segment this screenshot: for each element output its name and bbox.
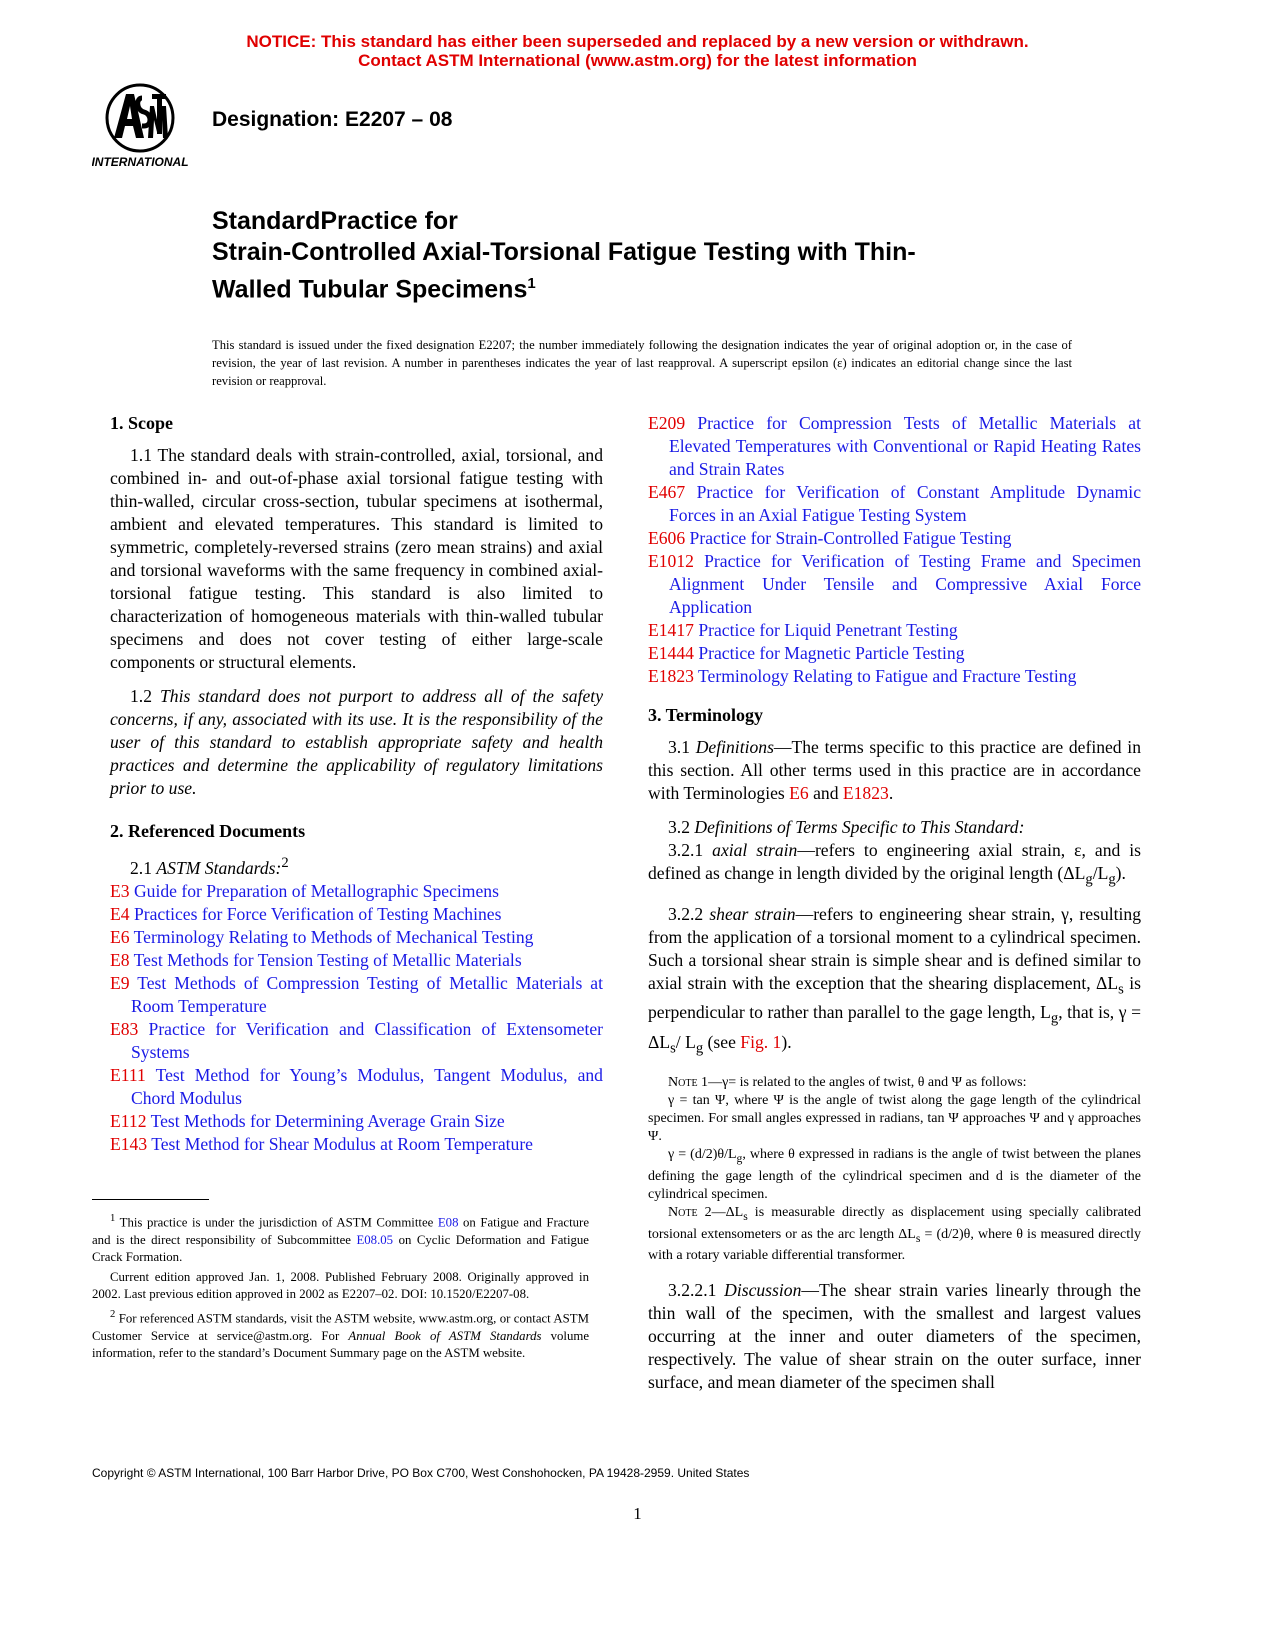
note-2-text-c: = (d/2)θ, where θ is measured directly with a rotary variable differential transformer. (648, 1226, 1141, 1264)
t321-sub-1: g (1085, 871, 1093, 888)
reference-title[interactable]: Test Methods of Compression Testing of Metallic Materials at Room Temperature (131, 972, 603, 1016)
t31-text: —The terms specific to this practice are defined in this section. All other terms used in this practice are in accordance with Terminologies (648, 737, 1141, 803)
reference-title[interactable]: Test Method for Shear Modulus at Room Temperature (151, 1133, 533, 1154)
footnotes (92, 1210, 589, 1365)
reference-item[interactable] (110, 926, 603, 949)
designation: Designation: E2207 – 08 (212, 108, 453, 131)
t321-sub-2: g (1108, 871, 1116, 888)
reference-item[interactable] (110, 1018, 603, 1064)
notice-line-2: Contact ASTM International (www.astm.org) for the latest information (358, 51, 917, 70)
fn1-text-c: on Cyclic Deformation and Fatigue Crack Formation. (92, 1232, 589, 1265)
note-2 (648, 1204, 1141, 1266)
reference-title[interactable]: Test Methods for Determining Average Grain Size (150, 1110, 505, 1131)
t322-number: 3.2.2 (668, 903, 704, 924)
reference-title[interactable]: Guide for Preparation of Metallographic Specimens (133, 880, 499, 901)
reference-title[interactable]: Test Method for Young’s Modulus, Tangent Modulus, and Chord Modulus (131, 1064, 603, 1108)
reference-item[interactable] (648, 619, 1141, 642)
astm-standards-mark: 2 (281, 855, 289, 871)
reference-list-left (110, 880, 603, 1156)
logo-wordmark: INTERNATIONAL (92, 155, 189, 169)
t321-number: 3.2.1 (668, 840, 704, 860)
title-footnote-mark: 1 (527, 275, 536, 292)
link-e1823[interactable]: E1823 (842, 783, 889, 803)
t321-text-c: ). (1115, 863, 1126, 883)
scope-paragraph-1-2 (110, 685, 603, 800)
document-title (212, 206, 1112, 305)
t31-term: Definitions (695, 737, 774, 757)
reference-code[interactable]: E1823 (648, 666, 694, 686)
reference-item[interactable] (648, 481, 1141, 527)
reference-title[interactable]: Test Methods for Tension Testing of Metallic Materials (133, 949, 522, 970)
t321-text-a: —refers to engineering axial strain, ε, and is defined as change in length divided by the original length (ΔL (648, 840, 1141, 883)
reference-title[interactable]: Practice for Magnetic Particle Testing (698, 643, 965, 663)
page-number: 1 (633, 1504, 642, 1523)
t321-term: axial strain (712, 840, 798, 860)
issue-statement: This standard is issued under the fixed designation E2207; the number immediately following the designation indicates the year of original adoption or, in the case of revision, the year of last revision. A number in parentheses indicates the year of last reapproval. A superscript epsilon (ε) indicates an editorial change since the last revision or reapproval. (212, 338, 1072, 388)
reference-code[interactable]: E9 (110, 972, 130, 993)
t3221-number: 3.2.2.1 (668, 1280, 717, 1301)
notice-line-1: NOTICE: This standard has either been superseded and replaced by a new version or withdrawn. (246, 32, 1029, 51)
reference-item[interactable] (110, 1110, 603, 1133)
left-column (110, 412, 603, 1156)
t322-sub-1: s (1118, 981, 1124, 998)
footnote-1-mark: 1 (110, 1213, 116, 1224)
fn2-text-b: volume information, refer to the standard’s Document Summary page on the ASTM website. (92, 1328, 590, 1361)
astm-logo-icon (92, 80, 192, 172)
reference-code[interactable]: E111 (110, 1064, 146, 1085)
note-2-label: Note 2 (668, 1204, 712, 1220)
reference-code[interactable]: E4 (110, 903, 130, 924)
t321-text-b: /L (1092, 863, 1109, 883)
t32-text: Definitions of Terms Specific to This Standard: (694, 817, 1025, 837)
t3221-term: Discussion (724, 1280, 802, 1301)
reference-code[interactable]: E8 (110, 949, 130, 970)
reference-item[interactable] (648, 527, 1141, 550)
terminology-3-2 (648, 816, 1141, 839)
right-column (648, 412, 1141, 1394)
reference-title[interactable]: Terminology Relating to Fatigue and Fracture Testing (698, 666, 1077, 686)
section-2-heading: 2. Referenced Documents (110, 821, 306, 841)
link-fig-1[interactable]: Fig. 1 (740, 1031, 782, 1052)
t31-number: 3.1 (668, 737, 690, 757)
section-3-heading: 3. Terminology (648, 705, 764, 725)
astm-standards-subheading (110, 852, 603, 880)
astm-standards-number: 2.1 (130, 857, 152, 878)
footnote-1 (92, 1210, 589, 1267)
link-committee-e08[interactable]: E08 (437, 1215, 459, 1230)
note-2-text-b: is measurable directly as displacement using specially calibrated torsional extensometers or as the arc length ΔL (648, 1204, 1141, 1242)
reference-code[interactable]: E1417 (648, 620, 694, 640)
reference-title[interactable]: Terminology Relating to Methods of Mechanical Testing (133, 926, 534, 947)
terminology-3-2-2 (648, 903, 1141, 1061)
reference-code[interactable]: E112 (110, 1110, 147, 1131)
reference-list-right (648, 412, 1141, 688)
title-line-3-text: Walled Tubular Specimens (212, 275, 528, 304)
reference-title[interactable]: Practices for Force Verification of Testing Machines (133, 903, 502, 924)
reference-title[interactable]: Practice for Verification of Testing Frame and Specimen Alignment Under Tensile and Compressive Axial Force Application (669, 551, 1142, 617)
note-1 (648, 1074, 1141, 1092)
reference-item[interactable] (110, 880, 603, 903)
footnote-2 (92, 1306, 589, 1363)
reference-item[interactable] (648, 550, 1141, 619)
fn1-text-a: This practice is under the jurisdiction of ASTM Committee (115, 1215, 438, 1230)
title-line-3 (212, 268, 1112, 305)
t322-text-d: / L (675, 1031, 696, 1052)
section-1-heading: 1. Scope (110, 413, 173, 433)
note-1-c-b: , where θ expressed in radians is the angle of twist between the planes defining the gage length of the cylindrical specimen and d is the diameter of the cylindrical specimen. (648, 1147, 1141, 1202)
note-1-c (648, 1146, 1141, 1204)
reference-item[interactable] (110, 1064, 603, 1110)
note-2-sub-1: s (743, 1209, 748, 1223)
scope-1-2-text: This standard does not purport to address all of the safety concerns, if any, associated with its use. It is the responsibility of the user of this standard to establish appropriate safety and health practices and determine the applicability of regulatory limitations prior to use. (110, 686, 603, 798)
t31-end: . (888, 783, 894, 803)
t3221-text: —The shear strain varies linearly through the thin wall of the specimen, with the smallest and largest values occurring at the inner and outer diameters of the specimen, respectively. The value of shear strain on the outer surface, inner surface, and mean diameter of the specimen shall (648, 1280, 1141, 1393)
reference-code[interactable]: E3 (110, 880, 130, 901)
note-1-c-a: γ = (d/2)θ/L (668, 1147, 737, 1163)
reference-code[interactable]: E1012 (648, 551, 694, 571)
t322-text-f: ). (781, 1031, 792, 1052)
reference-item[interactable] (648, 412, 1141, 481)
t322-sub-4: g (695, 1040, 704, 1057)
t322-text-e: (see (703, 1031, 741, 1052)
reference-item[interactable] (110, 1133, 603, 1156)
footnote-divider (92, 1199, 209, 1200)
reference-code[interactable]: E6 (110, 926, 130, 947)
footnote-1-edition: Current edition approved Jan. 1, 2008. Published February 2008. Originally approved in 2002. Last previous edition approved in 2002 as E2207–02. DOI: 10.1520/E2207-08. (92, 1269, 589, 1302)
t322-term: shear strain (709, 903, 796, 924)
copyright-line: Copyright © ASTM International, 100 Barr Harbor Drive, PO Box C700, West Conshohocken, PA 19428-2959. United States (92, 1466, 750, 1480)
note-1-text-a: —γ= is related to the angles of twist, θ and Ψ as follows: (708, 1075, 1027, 1091)
scope-paragraph-1-1: 1.1 The standard deals with strain-controlled, axial, torsional, and combined in- and out-of-phase axial torsional fatigue testing with thin-walled, circular cross-section, tubular specimens at isothermal, ambient and elevated temperatures. This standard is limited to symmetric, completely-reversed strains (zero mean strains) and axial and torsional waveforms with the same frequency in combined axial-torsional fatigue testing. This standard is also limited to characterization of homogeneous materials with thin-walled tubular specimens and does not cover testing of either large-scale components or structural elements. (110, 445, 603, 672)
fn1-text-b: on Fatigue and Fracture and is the direct responsibility of Subcommittee (92, 1215, 589, 1247)
reference-item[interactable] (110, 949, 603, 972)
t322-sub-3: s (670, 1040, 676, 1057)
reference-item[interactable] (648, 642, 1141, 665)
reference-item[interactable] (648, 665, 1141, 688)
note-1-label: Note 1 (668, 1075, 709, 1091)
t322-text-a: —refers to engineering shear strain, γ, resulting from the application of a torsional moment to a cylindrical specimen. Such a torsional shear strain is simple shear and is defined similar to axial strain with the exception that the shearing displacement, ΔL (648, 903, 1142, 993)
scope-1-2-number: 1.2 (130, 686, 152, 706)
t322-text-c: , that is, γ = ΔL (648, 1002, 1141, 1052)
terminology-3-1 (648, 736, 1141, 805)
title-line-2: Strain-Controlled Axial-Torsional Fatigue Testing with Thin- (212, 238, 916, 266)
reference-code[interactable]: E467 (648, 482, 686, 502)
fn2-text-a: For referenced ASTM standards, visit the ASTM website, www.astm.org, or contact ASTM Customer Service at service@astm.org. For (92, 1311, 589, 1343)
footnote-2-mark: 2 (110, 1308, 116, 1320)
reference-code[interactable]: E209 (648, 413, 686, 433)
note-1-c-sub: g (736, 1151, 743, 1165)
t31-and: and (808, 783, 843, 803)
title-line-1: StandardPractice for (212, 207, 458, 235)
reference-code[interactable]: E1444 (648, 643, 694, 663)
t32-number: 3.2 (668, 817, 690, 837)
reference-title[interactable]: Practice for Compression Tests of Metallic Materials at Elevated Temperatures with Conventional or Rapid Heating Rates and Strain Rates (669, 413, 1141, 479)
link-e6[interactable]: E6 (789, 783, 809, 803)
astm-standards-label: ASTM Standards: (156, 857, 282, 878)
t322-sub-2: g (1050, 1010, 1059, 1027)
notice-banner (0, 32, 1275, 70)
reference-title[interactable]: Practice for Strain-Controlled Fatigue Testing (689, 528, 1012, 548)
reference-code[interactable]: E606 (648, 528, 686, 548)
astm-logo (92, 80, 192, 172)
note-2-text-a: —ΔL (711, 1204, 744, 1220)
reference-title[interactable]: Practice for Verification and Classification of Extensometer Systems (131, 1018, 604, 1062)
t322-text-b: is perpendicular to rather than parallel to the gage length, L (648, 972, 1141, 1023)
reference-title[interactable]: Practice for Verification of Constant Amplitude Dynamic Forces in an Axial Fatigue Testing System (669, 482, 1142, 525)
terminology-3-2-2-1 (648, 1279, 1141, 1394)
reference-item[interactable] (110, 972, 603, 1018)
reference-code[interactable]: E83 (110, 1018, 139, 1039)
reference-code[interactable]: E143 (110, 1133, 148, 1154)
reference-item[interactable] (110, 903, 603, 926)
link-subcommittee-e08-05[interactable]: E08.05 (356, 1232, 394, 1247)
note-2-sub-2: s (915, 1231, 921, 1245)
fn2-italic: Annual Book of ASTM Standards (348, 1328, 542, 1343)
reference-title[interactable]: Practice for Liquid Penetrant Testing (698, 620, 958, 640)
note-1-b: γ = tan Ψ, where Ψ is the angle of twist along the gage length of the cylindrical specimen. For small angles expressed in radians, tan Ψ approaches Ψ and γ approaches Ψ. (648, 1093, 1141, 1145)
terminology-3-2-1 (648, 839, 1141, 892)
